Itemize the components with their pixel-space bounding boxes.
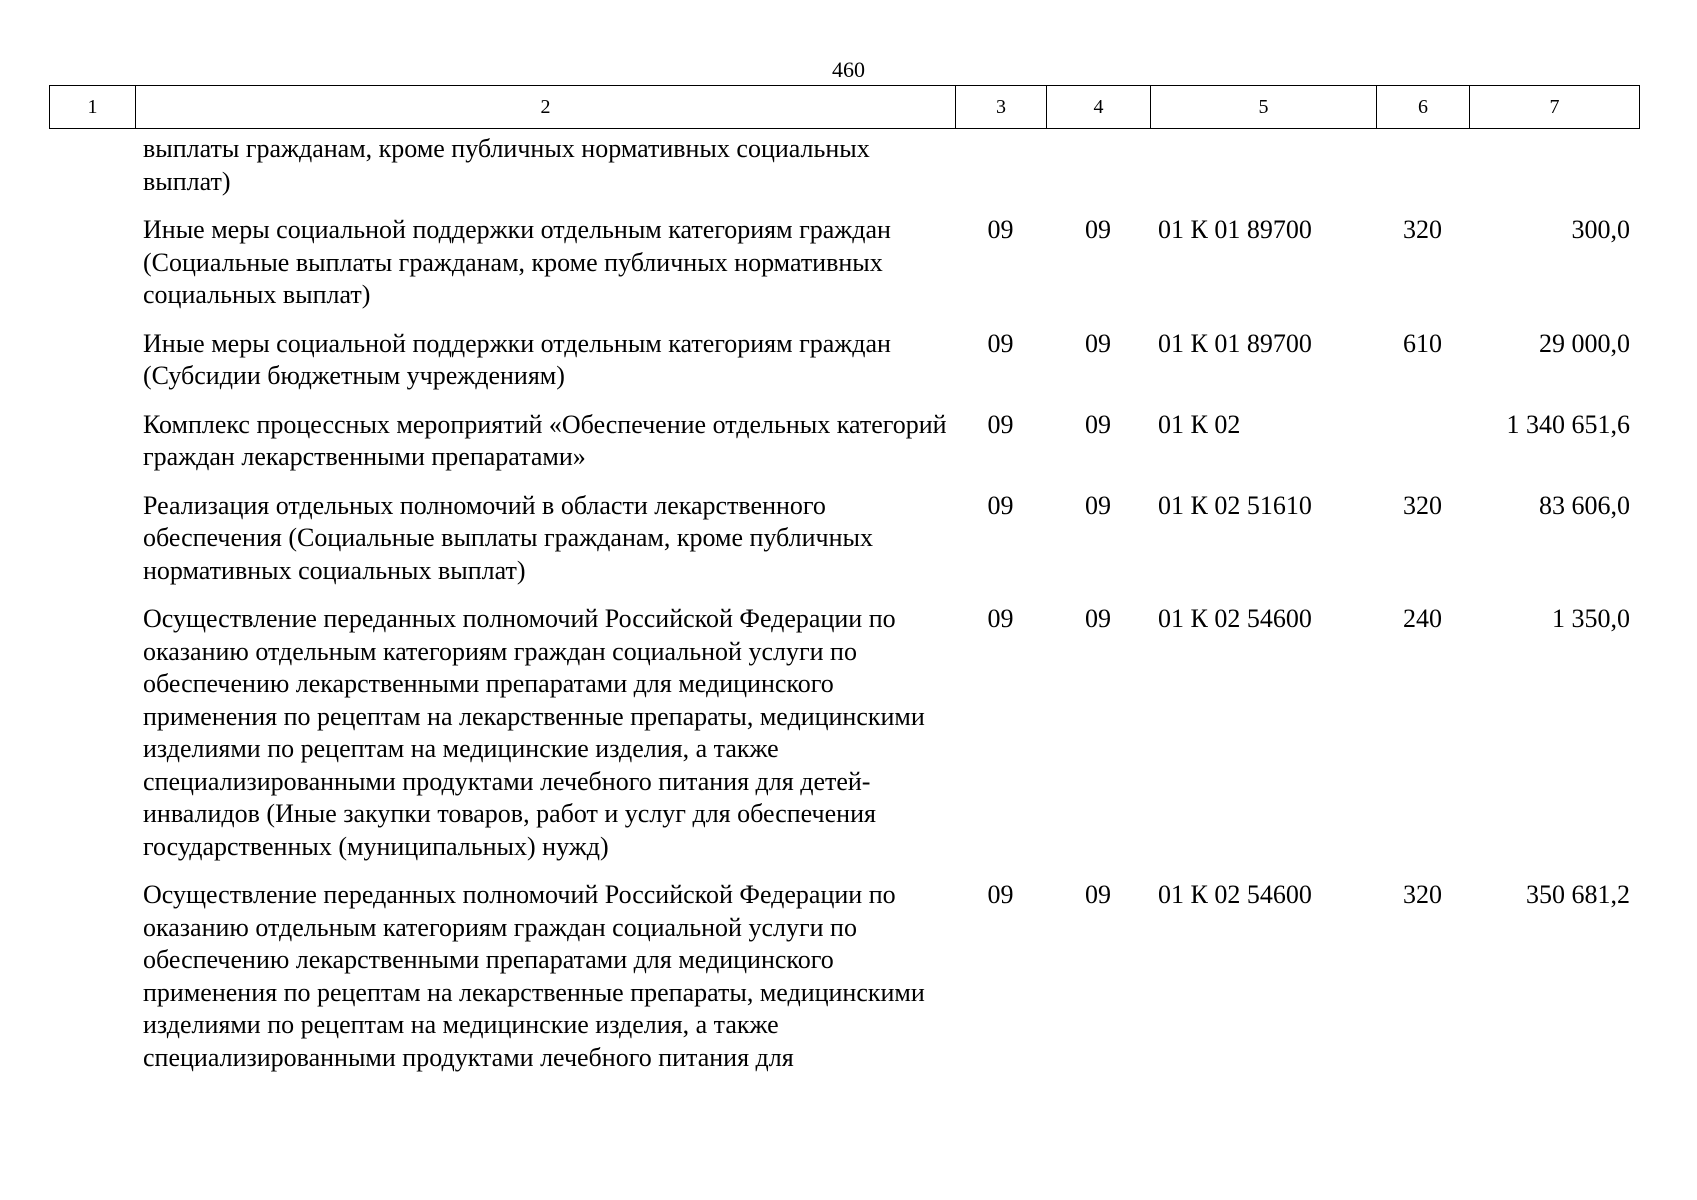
row-expense-type-code: 320 — [1403, 215, 1442, 244]
column-header-6: 6 — [1377, 86, 1470, 129]
row-expense-type-code — [1376, 133, 1469, 214]
column-header-7: 7 — [1470, 86, 1640, 129]
table-row — [49, 490, 1639, 604]
row-description: Осуществление переданных полномочий Российской Федерации по оказанию отдельным категориям граждан социальной услуги по обеспечению лекарственными препаратами для медицинского применения по рецептам на лекарственные препараты, медицинскими изделиями по рецептам на медицинские изделия, а также специализированными продуктами лечебного питания для — [143, 880, 925, 1072]
column-header-5: 5 — [1151, 86, 1377, 129]
budget-table-body — [49, 133, 1639, 1090]
row-section-code: 09 — [987, 604, 1014, 633]
row-subsection-code — [1046, 133, 1150, 214]
row-description: Реализация отдельных полномочий в области лекарственного обеспечения (Социальные выплаты гражданам, кроме публичных нормативных социальных выплат) — [143, 490, 873, 585]
table-row — [49, 214, 1639, 328]
row-target-article-code: 01 К 02 51610 — [1158, 490, 1312, 520]
row-description: выплаты гражданам, кроме публичных нормативных социальных выплат) — [143, 134, 870, 196]
row-subsection-code: 09 — [1085, 409, 1111, 439]
row-amount: 83 606,0 — [1539, 490, 1630, 520]
table-row — [49, 133, 1639, 214]
row-amount: 300,0 — [1571, 215, 1630, 244]
row-expense-type-code: 610 — [1403, 328, 1442, 358]
row-section-code: 09 — [987, 490, 1014, 520]
row-amount: 1 350,0 — [1552, 604, 1630, 633]
row-amount: 1 340 651,6 — [1506, 409, 1630, 439]
table-row — [49, 328, 1639, 409]
row-section-code: 09 — [987, 880, 1014, 909]
column-header-row — [50, 86, 1640, 129]
row-target-article-code: 01 К 01 89700 — [1158, 215, 1312, 244]
row-subsection-code: 09 — [1085, 604, 1111, 633]
table-row — [49, 409, 1639, 490]
row-target-article-code: 01 К 02 54600 — [1158, 604, 1312, 633]
row-expense-type-code: 320 — [1403, 880, 1442, 909]
row-section-code: 09 — [987, 215, 1014, 244]
table-row — [49, 879, 1639, 1090]
row-expense-type-code: 320 — [1403, 490, 1442, 520]
row-amount: 350 681,2 — [1526, 880, 1630, 909]
row-target-article-code: 01 К 02 — [1158, 409, 1241, 439]
row-subsection-code: 09 — [1085, 490, 1111, 520]
row-section-code: 09 — [987, 328, 1014, 358]
column-header-3: 3 — [956, 86, 1047, 129]
row-section-code — [955, 133, 1046, 214]
row-target-article-code: 01 К 02 54600 — [1158, 880, 1312, 909]
row-subsection-code: 09 — [1085, 880, 1111, 909]
row-target-article-code: 01 К 01 89700 — [1158, 328, 1312, 358]
row-description: Комплекс процессных мероприятий «Обеспечение отдельных категорий граждан лекарственными препаратами» — [143, 409, 947, 471]
row-amount — [1469, 133, 1639, 214]
row-description: Осуществление переданных полномочий Российской Федерации по оказанию отдельным категориям граждан социальной услуги по обеспечению лекарственными препаратами для медицинского применения по рецептам на лекарственные препараты, медицинскими изделиями по рецептам на медицинские изделия, а также специализированными продуктами лечебного питания для детей-инвалидов (Иные закупки товаров, работ и услуг для обеспечения государственных (муниципальных) нужд) — [143, 604, 925, 861]
page-number: 460 — [832, 57, 865, 82]
column-header-2: 2 — [136, 86, 956, 129]
row-amount: 29 000,0 — [1539, 328, 1630, 358]
row-description: Иные меры социальной поддержки отдельным категориям граждан (Социальные выплаты гражданам, кроме публичных нормативных социальных выплат) — [143, 215, 891, 309]
column-header-4: 4 — [1047, 86, 1151, 129]
row-expense-type-code — [1376, 409, 1469, 490]
row-subsection-code: 09 — [1085, 328, 1111, 358]
column-header-1: 1 — [50, 86, 136, 129]
row-section-code: 09 — [987, 409, 1014, 439]
row-expense-type-code: 240 — [1403, 604, 1442, 633]
table-row — [49, 603, 1639, 879]
row-subsection-code: 09 — [1085, 215, 1111, 244]
column-header-table — [49, 85, 1640, 129]
row-target-article-code — [1150, 133, 1376, 214]
row-description: Иные меры социальной поддержки отдельным категориям граждан (Субсидии бюджетным учреждениям) — [143, 328, 891, 390]
